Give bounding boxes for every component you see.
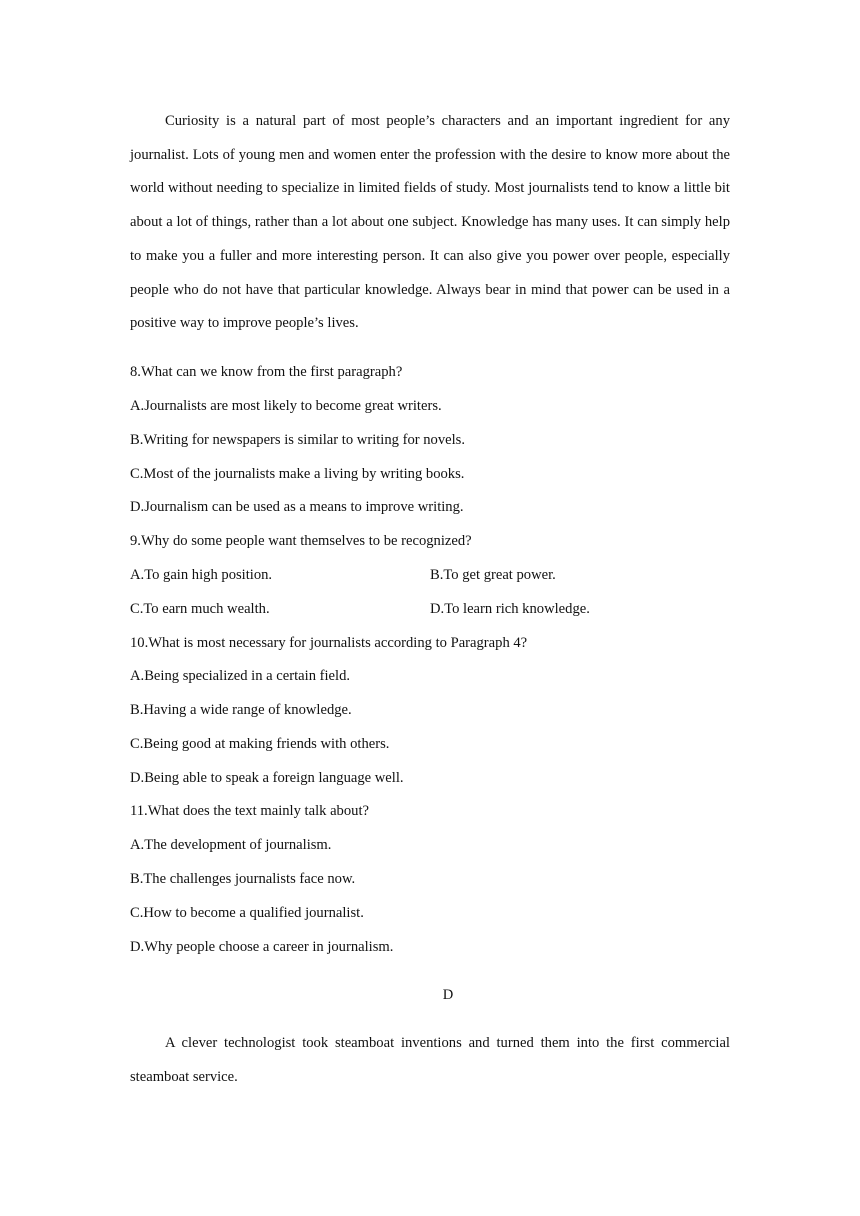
question-11-stem: 11.What does the text mainly talk about? bbox=[130, 803, 369, 819]
question-8-option-c: C.Most of the journalists make a living by writing books. bbox=[130, 466, 465, 482]
question-8-option-b: B.Writing for newspapers is similar to writing for novels. bbox=[130, 432, 466, 448]
question-8-option-a: A.Journalists are most likely to become great writers. bbox=[130, 398, 442, 414]
question-11-option-c: C.How to become a qualified journalist. bbox=[130, 905, 364, 921]
question-9-option-d: D.To learn rich knowledge. bbox=[430, 601, 590, 617]
question-8-option-d: D.Journalism can be used as a means to improve writing. bbox=[130, 499, 464, 515]
question-8-stem: 8.What can we know from the first paragraph? bbox=[130, 364, 403, 380]
question-10-stem: 10.What is most necessary for journalists according to Paragraph 4? bbox=[130, 635, 528, 651]
question-11-option-b: B.The challenges journalists face now. bbox=[130, 871, 356, 887]
question-10-option-d: D.Being able to speak a foreign language well. bbox=[130, 770, 404, 786]
section-d-heading: D bbox=[442, 987, 454, 1003]
section-d-paragraph: A clever technologist took steamboat inventions and turned them into the first commercial steamboat service. bbox=[130, 1035, 730, 1085]
question-11-option-d: D.Why people choose a career in journalism. bbox=[130, 939, 394, 955]
document-page bbox=[130, 0, 730, 1216]
question-9-option-c: C.To earn much wealth. bbox=[130, 601, 270, 617]
question-10-option-c: C.Being good at making friends with others. bbox=[130, 736, 390, 752]
question-11-option-a: A.The development of journalism. bbox=[130, 837, 332, 853]
passage-c-paragraph: Curiosity is a natural part of most people’s characters and an important ingredient for any journalist. Lots of young men and women enter the profession with the desire to know more about the world without needing to specialize in limited fields of study. Most journalists tend to know a little bit about a lot of things, rather than a lot about one subject. Knowledge has many uses. It can simply help to make you a fuller and more interesting person. It can also give you power over people, especially people who do not have that particular knowledge. Always bear in mind that power can be used in a positive way to improve people’s lives. bbox=[130, 113, 730, 332]
question-10-option-a: A.Being specialized in a certain field. bbox=[130, 668, 351, 684]
question-9-stem: 9.Why do some people want themselves to be recognized? bbox=[130, 533, 472, 549]
question-9-option-b: B.To get great power. bbox=[430, 567, 556, 583]
question-10-option-b: B.Having a wide range of knowledge. bbox=[130, 702, 352, 718]
question-9-option-a: A.To gain high position. bbox=[130, 567, 273, 583]
